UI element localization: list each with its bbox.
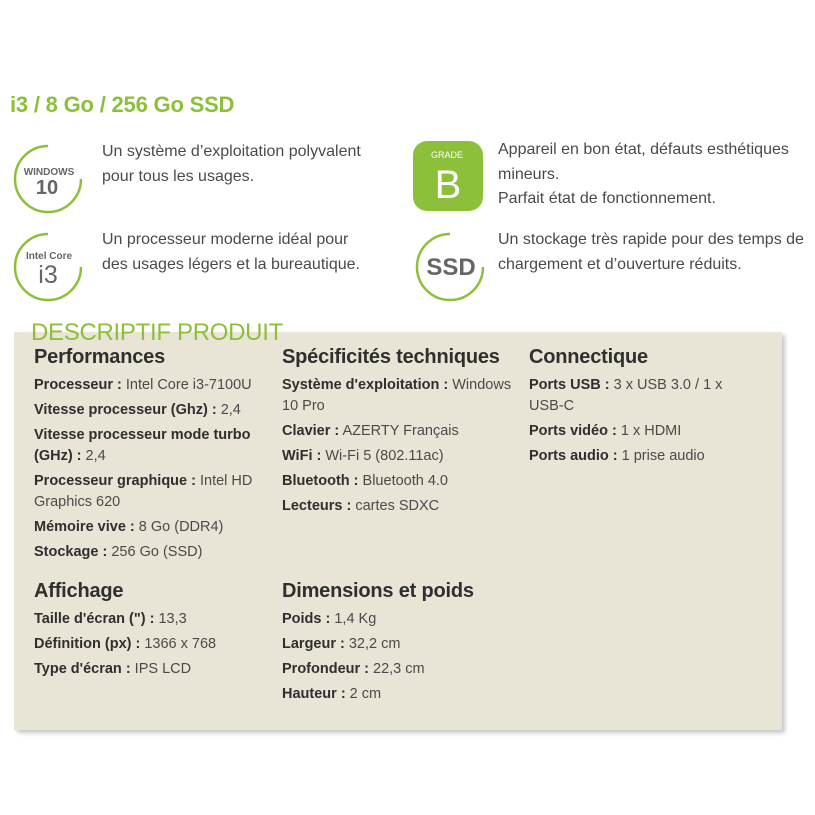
feature-grade-text-line1: Appareil en bon état, défauts esthétiques mineurs. xyxy=(498,141,789,183)
spec-value: 1,4 Kg xyxy=(330,611,377,627)
spec-row xyxy=(282,446,518,467)
spec-value: 32,2 cm xyxy=(344,636,401,652)
spec-label: Largeur : xyxy=(282,636,345,652)
spec-label: Système d'exploitation : xyxy=(282,377,449,393)
spec-value: IPS LCD xyxy=(130,661,192,677)
spec-label: Bluetooth : xyxy=(282,473,359,489)
spec-label: Type d'écran : xyxy=(34,661,131,677)
spec-value: 3 x USB 3.0 / 1 x USB-C xyxy=(529,377,723,414)
spec-row xyxy=(282,421,518,442)
spec-value: Intel Core i3-7100U xyxy=(121,377,252,393)
feature-windows xyxy=(12,142,372,214)
spec-value: 1 x HDMI xyxy=(616,423,682,439)
grade-b-icon xyxy=(412,140,484,212)
spec-label: Définition (px) : xyxy=(34,636,141,652)
feature-processor xyxy=(12,230,372,302)
ssd-icon-label: SSD xyxy=(426,254,476,281)
spec-label: Processeur : xyxy=(34,377,122,393)
spec-value: 22,3 cm xyxy=(369,661,425,677)
spec-row xyxy=(282,375,518,417)
spec-row xyxy=(34,400,266,421)
spec-row xyxy=(529,375,761,417)
spec-row xyxy=(34,517,266,538)
spec-value: Windows 10 Pro xyxy=(282,377,512,414)
spec-row xyxy=(34,634,266,655)
spec-value: Intel HD Graphics 620 xyxy=(34,473,253,510)
spec-value: Bluetooth 4.0 xyxy=(358,473,449,489)
spec-label: Mémoire vive : xyxy=(34,519,135,535)
spec-value: Wi-Fi 5 (802.11ac) xyxy=(321,448,444,464)
spec-label: Processeur graphique : xyxy=(34,473,196,489)
intel-icon-model: i3 xyxy=(38,261,58,289)
spec-row xyxy=(34,471,266,513)
spec-row xyxy=(529,421,761,442)
intel-icon-label: Intel Core xyxy=(25,251,73,262)
spec-row xyxy=(282,471,518,492)
spec-row xyxy=(34,542,266,563)
spec-value: 2,4 xyxy=(216,402,241,418)
spec-label: WiFi : xyxy=(282,448,322,464)
section-dimensions xyxy=(282,580,518,709)
spec-label: Taille d'écran (") : xyxy=(34,611,155,627)
spec-row xyxy=(34,609,266,630)
windows-10-icon xyxy=(12,142,84,214)
spec-label: Profondeur : xyxy=(282,661,369,677)
spec-row xyxy=(34,659,266,680)
section-connectique xyxy=(529,346,761,471)
section-affichage xyxy=(34,580,266,684)
spec-value: 1 prise audio xyxy=(617,448,705,464)
feature-grade-text xyxy=(498,138,812,212)
feature-grade-text-line2: Parfait état de fonctionnement. xyxy=(498,190,716,207)
spec-label: Ports USB : xyxy=(529,377,610,393)
section-title: Spécificités techniques xyxy=(282,346,500,368)
feature-processor-text: Un processeur moderne idéal pour des usages légers et la bureautique. xyxy=(102,231,360,273)
feature-ssd xyxy=(414,230,814,302)
spec-row xyxy=(282,496,518,517)
section-title: Dimensions et poids xyxy=(282,580,474,602)
intel-core-i3-icon xyxy=(12,230,84,302)
spec-value: 2 cm xyxy=(345,686,382,702)
section-performances xyxy=(34,346,266,567)
spec-row xyxy=(34,425,266,467)
grade-icon-letter: B xyxy=(434,163,462,207)
spec-row xyxy=(282,609,518,630)
spec-label: Vitesse processeur mode turbo (GHz) : xyxy=(34,427,251,464)
spec-label: Vitesse processeur (Ghz) : xyxy=(34,402,217,418)
spec-value: 256 Go (SSD) xyxy=(107,544,203,560)
spec-label: Ports vidéo : xyxy=(529,423,617,439)
spec-row xyxy=(282,659,518,680)
descriptif-heading: DESCRIPTIF PRODUIT xyxy=(31,319,283,346)
section-title: Performances xyxy=(34,346,165,368)
spec-value: 2,4 xyxy=(81,448,106,464)
section-title: Connectique xyxy=(529,346,648,368)
feature-windows-text: Un système d’exploitation polyvalent pour tous les usages. xyxy=(102,143,361,185)
spec-label: Lecteurs : xyxy=(282,498,352,514)
windows-icon-version: 10 xyxy=(35,177,59,199)
spec-row xyxy=(282,684,518,705)
spec-value: AZERTY Français xyxy=(339,423,459,439)
spec-value: cartes SDXC xyxy=(351,498,440,514)
spec-row xyxy=(282,634,518,655)
feature-grade xyxy=(412,140,812,212)
spec-value: 13,3 xyxy=(154,611,187,627)
spec-label: Poids : xyxy=(282,611,331,627)
spec-label: Hauteur : xyxy=(282,686,346,702)
feature-ssd-text: Un stockage très rapide pour des temps de chargement et d’ouverture réduits. xyxy=(498,231,804,273)
ssd-icon xyxy=(414,230,486,302)
spec-value: 1366 x 768 xyxy=(140,636,217,652)
windows-icon-label: WINDOWS xyxy=(23,167,75,178)
spec-row xyxy=(34,375,266,396)
product-title: i3 / 8 Go / 256 Go SSD xyxy=(10,92,235,117)
spec-label: Stockage : xyxy=(34,544,108,560)
spec-label: Clavier : xyxy=(282,423,340,439)
spec-value: 8 Go (DDR4) xyxy=(134,519,224,535)
spec-label: Ports audio : xyxy=(529,448,618,464)
section-specificites xyxy=(282,346,518,521)
grade-icon-label: GRADE xyxy=(430,150,464,160)
section-title: Affichage xyxy=(34,580,124,602)
spec-row xyxy=(529,446,761,467)
